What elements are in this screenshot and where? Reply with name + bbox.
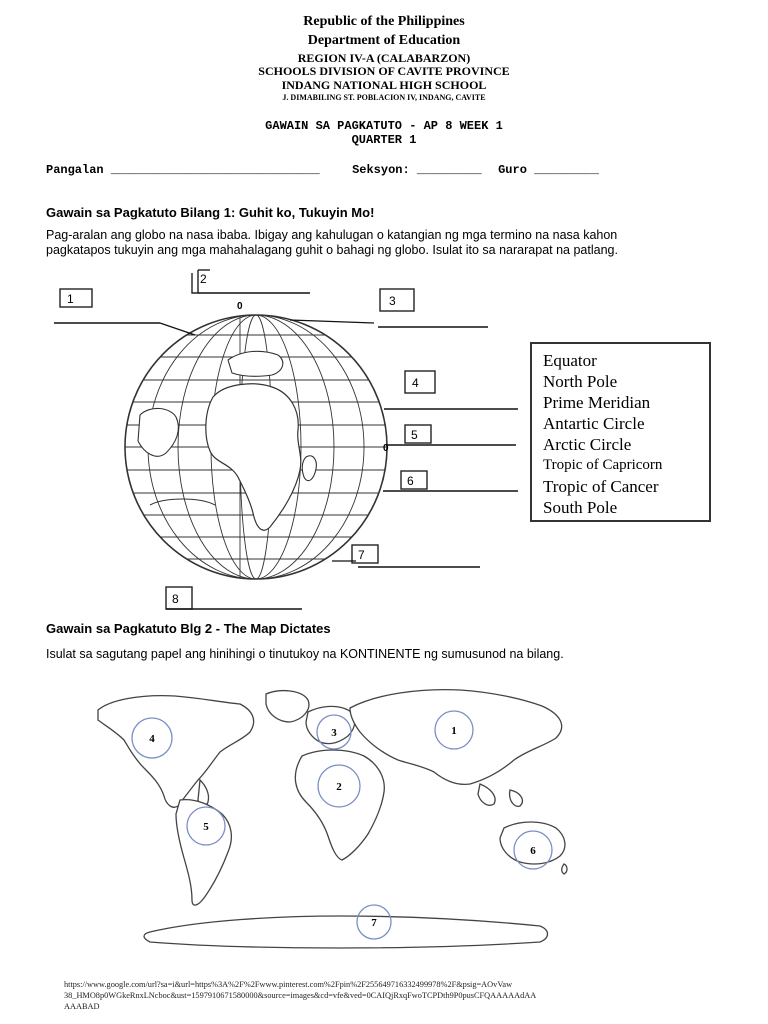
svg-text:5: 5 <box>411 428 418 442</box>
map-label-4: 4 <box>149 733 155 745</box>
globe-label-box-6 <box>401 471 427 489</box>
globe <box>100 305 420 585</box>
header-department: Department of Education <box>307 33 461 48</box>
header-school: INDANG NATIONAL HIGH SCHOOL <box>281 78 487 92</box>
svg-text:7: 7 <box>358 548 365 562</box>
svg-text:3: 3 <box>389 294 396 308</box>
continent-antarctica <box>144 916 548 948</box>
zero-mark-top: 0 <box>237 301 243 312</box>
svg-text:8: 8 <box>172 592 179 606</box>
name-field[interactable]: _____________________________ <box>110 163 320 177</box>
name-section-teacher-row <box>46 163 599 177</box>
section-field[interactable]: _________ <box>416 163 482 177</box>
map-label-7: 7 <box>371 917 377 929</box>
svg-text:1: 1 <box>67 292 74 306</box>
continent-australia <box>500 822 565 864</box>
continent-asia <box>350 690 562 785</box>
activity1-instructions-line1: Pag-aralan ang globo na nasa ibaba. Ibigay ang kahulugan o katangian ng mga termino na nasa kahon <box>46 228 618 242</box>
globe-label-box-8 <box>166 587 192 609</box>
term-item: Arctic Circle <box>543 435 632 454</box>
activity1-title: Gawain sa Pagkatuto Bilang 1: Guhit ko, Tukuyin Mo! <box>46 205 375 220</box>
worksheet-title: GAWAIN SA PAGKATUTO - AP 8 WEEK 1 <box>265 119 503 133</box>
globe-label-box-2 <box>192 270 210 293</box>
zero-mark-right: 0 <box>383 443 389 454</box>
continent-south-america <box>176 800 231 905</box>
globe-label-box-5 <box>405 425 431 443</box>
source-url-line2: 38_HMO8p0WGkeRnxLNcboc&ust=1597910671580000&source=images&cd=vfe&ved=0CAIQjRxqFwoTCPDth9P0pusCFQAAAAAdAA <box>64 991 537 1000</box>
term-item: South Pole <box>543 498 618 517</box>
term-item: Equator <box>543 351 597 370</box>
terms-box <box>530 342 711 522</box>
activity2-title: Gawain sa Pagkatuto Blg 2 - The Map Dictates <box>46 621 331 636</box>
globe-label-box-4 <box>405 371 435 393</box>
teacher-label: Guro <box>498 163 527 177</box>
term-item: Tropic of Capricorn <box>543 457 663 473</box>
header-address: J. DIMABILING ST. POBLACION IV, INDANG, CAVITE <box>282 93 486 102</box>
continent-north-america <box>98 696 254 808</box>
map-label-5: 5 <box>203 821 209 833</box>
name-label: Pangalan <box>46 163 104 177</box>
header-region: REGION IV-A (CALABARZON) <box>297 51 471 65</box>
svg-text:6: 6 <box>407 474 414 488</box>
map-label-6: 6 <box>530 845 536 857</box>
continent-africa <box>295 750 384 860</box>
globe-label-box-7 <box>352 545 378 563</box>
worksheet-quarter: QUARTER 1 <box>351 133 417 147</box>
globe-label-box-3 <box>380 289 414 311</box>
term-item: North Pole <box>543 372 618 391</box>
activity1-instructions-line2: pagkatapos tukuyin ang mga mahahalagang guhit o bahagi ng globo. Isulat ito sa nararapat na patlang. <box>46 243 618 257</box>
teacher-field[interactable]: _________ <box>534 163 599 177</box>
globe-label-box-1 <box>60 289 92 307</box>
svg-text:2: 2 <box>200 272 207 286</box>
map-label-1: 1 <box>451 725 457 737</box>
world-map <box>80 680 595 970</box>
source-url-line3: AAABAD <box>64 1002 100 1011</box>
term-item: Tropic of Cancer <box>543 477 659 496</box>
header-republic: Republic of the Philippines <box>303 14 465 29</box>
header-division: SCHOOLS DIVISION OF CAVITE PROVINCE <box>258 64 510 78</box>
section-label: Seksyon: <box>352 163 410 177</box>
map-label-3: 3 <box>331 727 337 739</box>
term-item: Prime Meridian <box>543 393 651 412</box>
map-label-2: 2 <box>336 781 342 793</box>
svg-text:4: 4 <box>412 376 419 390</box>
term-item: Antartic Circle <box>543 414 645 433</box>
continent-greenland <box>266 691 309 722</box>
source-url[interactable] <box>64 979 734 1012</box>
source-url-line1: https://www.google.com/url?sa=i&url=https%3A%2F%2Fwww.pinterest.com%2Fpin%2F255649716332499978%2F&psig=AOvVaw <box>64 980 513 989</box>
activity2-instructions: Isulat sa sagutang papel ang hinihingi o tinutukoy na KONTINENTE ng sumusunod na bilang. <box>46 647 564 661</box>
